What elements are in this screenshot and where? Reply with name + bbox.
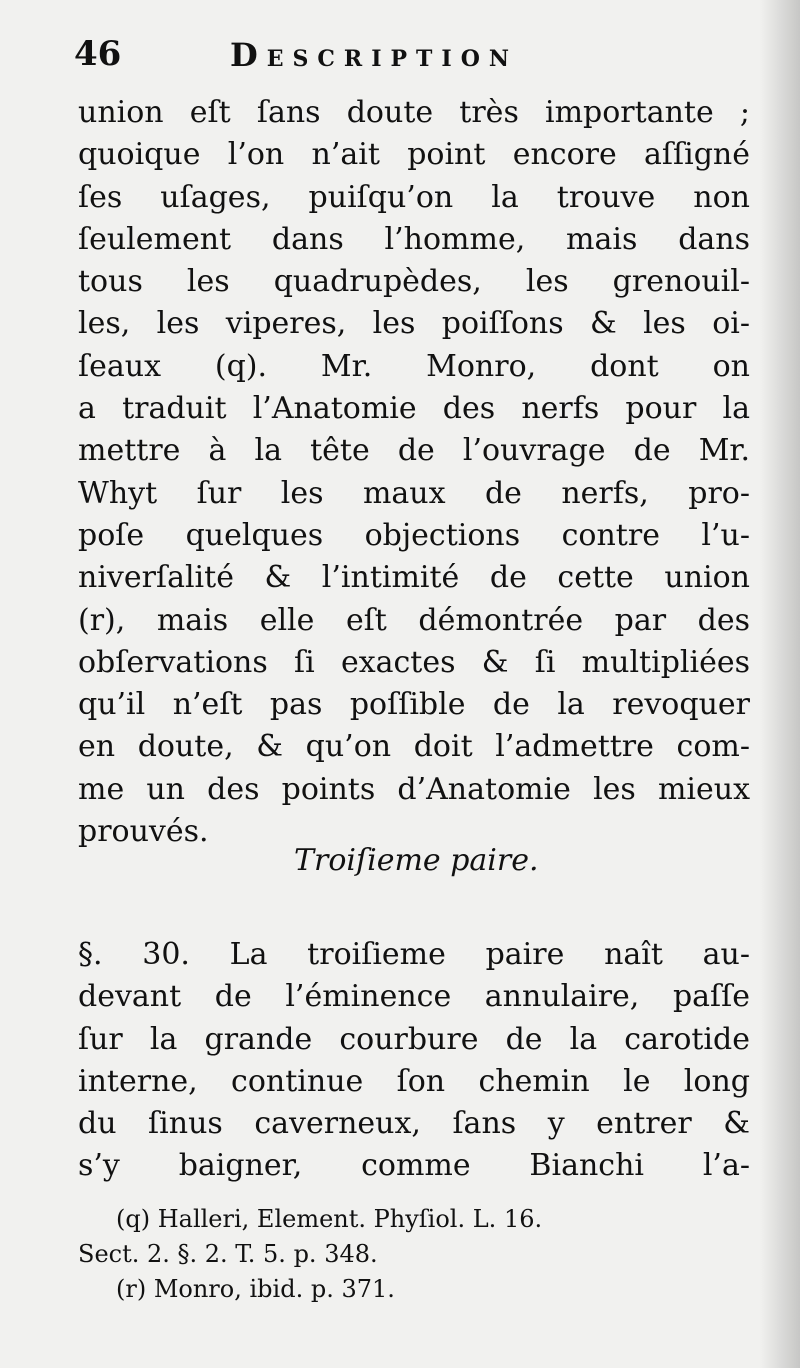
footnote-q-continued: Sect. 2. §. 2. T. 5. p. 348. bbox=[78, 1240, 378, 1268]
footnote-r: (r) Monro, ibid. p. 371. bbox=[116, 1275, 395, 1303]
text-line: a traduit l’Anatomie des nerfs pour la bbox=[78, 391, 750, 427]
text-line: interne, continue ſon chemin le long bbox=[78, 1063, 750, 1099]
text-line: s’y baigner, comme Bianchi l’a- bbox=[78, 1148, 750, 1184]
text-line: poſe quelques objections contre l’u- bbox=[78, 517, 750, 553]
text-line: ſeaux (q). Mr. Monro, dont on bbox=[78, 348, 750, 384]
text-line: devant de l’éminence annulaire, paſſe bbox=[78, 979, 750, 1015]
section-30-text bbox=[78, 934, 750, 1188]
text-line: prouvés. bbox=[78, 814, 209, 850]
body-text bbox=[78, 92, 750, 1184]
text-line: obſervations ſi exactes & ſi multipliées bbox=[78, 644, 750, 680]
paragraph-1 bbox=[78, 92, 750, 853]
text-line: ſes uſages, puiſqu’on la trouve non bbox=[78, 179, 750, 215]
text-line: du ſinus caverneux, ſans y entrer & bbox=[78, 1106, 750, 1142]
text-line: quoique l’on n’ait point encore aſſigné bbox=[78, 137, 750, 173]
page-edge-shadow bbox=[760, 0, 800, 1368]
text-line: tous les quadrupèdes, les grenouil- bbox=[78, 264, 750, 300]
text-line: union eſt ſans doute très importante ; bbox=[78, 95, 750, 130]
text-line: (r), mais elle eſt démontrée par des bbox=[78, 602, 750, 638]
text-line: Whyt ſur les maux de nerfs, pro- bbox=[78, 475, 750, 511]
text-line: ſeulement dans l’homme, mais dans bbox=[78, 221, 750, 257]
text-line: §. 30. La troiſieme paire naît au- bbox=[78, 937, 750, 972]
section-subheading: Troiſieme paire. bbox=[294, 843, 539, 878]
text-line: mettre à la tête de l’ouvrage de Mr. bbox=[78, 433, 750, 469]
page-number: 46 bbox=[74, 34, 122, 74]
text-line: en doute, & qu’on doit l’admettre com- bbox=[78, 729, 750, 765]
text-line: niverſalité & l’intimité de cette union bbox=[78, 560, 750, 596]
footnote-q: (q) Halleri, Element. Phyſiol. L. 16. bbox=[116, 1205, 543, 1233]
text-line: qu’il n’eſt pas poſſible de la revoquer bbox=[78, 687, 750, 723]
text-line: me un des points d’Anatomie les mieux bbox=[78, 771, 750, 807]
footnotes bbox=[78, 1202, 750, 1307]
running-head: Description bbox=[230, 36, 518, 74]
text-line: les, les viperes, les poiſſons & les oi- bbox=[78, 306, 750, 342]
page-header bbox=[74, 30, 754, 80]
text-line: ſur la grande courbure de la carotide bbox=[78, 1021, 750, 1057]
